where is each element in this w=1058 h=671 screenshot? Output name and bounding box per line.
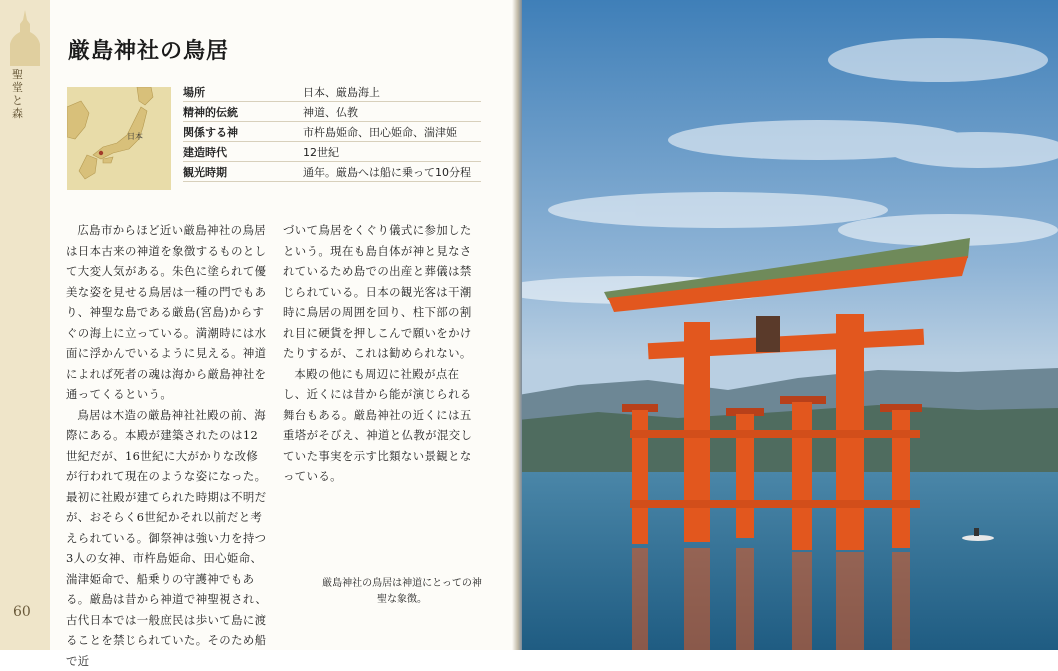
- fact-label: 場所: [183, 84, 303, 100]
- body-paragraph: 本殿の他にも周辺に社殿が点在し、近くには昔から能が演じられる舞台もある。厳島神社の近くには五重塔がそびえ、神道と仏教が混交していた事実を示す比類ない景観となっている。: [283, 364, 483, 487]
- page-title: 厳島神社の鳥居: [68, 34, 229, 65]
- map-label: 日本: [127, 131, 143, 141]
- book-gutter: [512, 0, 522, 650]
- chapter-band: [0, 0, 50, 650]
- fact-label: 精神的伝統: [183, 104, 303, 120]
- fact-label: 建造時代: [183, 144, 303, 160]
- location-map: [67, 87, 171, 190]
- fact-row: [183, 82, 481, 102]
- body-paragraph: づいて鳥居をくぐり儀式に参加したという。現在も島自体が神と見なされているため島での出産と葬儀は禁じられている。日本の観光客は干潮時に鳥居の周囲を回り、柱下部の割れ目に硬貨を押しこんで願いをかけたりするが、これは勧められない。: [283, 220, 483, 364]
- fact-value: 日本、厳島海上: [303, 84, 481, 100]
- body-paragraph: 鳥居は木造の厳島神社社殿の前、海際にある。本殿が建築されたのは12世紀だが、16世紀に大がかりな改修が行われて現在のような姿になった。最初に社殿が建てられた時期は不明だが、おそらく6世紀かそれ以前だと考えられている。御祭神は強い力を持つ3人の女神、市杵島姫命、田心姫命、湍津姫命で、船乗りの守護神でもある。厳島は昔から神道で神聖視され、古代日本では一般庶民は歩いて島に渡ることを禁じられていた。そのため船で近: [66, 405, 268, 671]
- fact-value: 市杵島姫命、田心姫命、湍津姫: [303, 124, 481, 140]
- page-number: 60: [13, 604, 31, 620]
- hills: [518, 405, 1058, 475]
- body-column-1: [66, 220, 268, 671]
- fact-value: 神道、仏教: [303, 104, 481, 120]
- japan-map-icon: [67, 87, 171, 190]
- fact-value: 12世紀: [303, 144, 481, 160]
- photo-page: [518, 0, 1058, 650]
- torii-photo: [518, 0, 1058, 650]
- fact-row: [183, 162, 481, 182]
- fact-row: [183, 142, 481, 162]
- fact-value: 通年。厳島へは船に乗って10分程: [303, 164, 481, 180]
- sea: [518, 472, 1058, 650]
- fact-label: 観光時期: [183, 164, 303, 180]
- fact-row: [183, 102, 481, 122]
- fact-label: 関係する神: [183, 124, 303, 140]
- fact-row: [183, 122, 481, 142]
- fact-table: [183, 82, 481, 182]
- photo-caption: 厳島神社の鳥居は神道にとっての神聖な象徴。: [322, 576, 482, 608]
- chapter-label: 聖堂と森: [12, 68, 28, 120]
- body-column-2: [283, 220, 483, 487]
- body-paragraph: 広島市からほど近い厳島神社の鳥居は日本古来の神道を象徴するものとして大変人気がある。朱色に塗られて優美な姿を見せる鳥居は一種の門でもあり、神聖な島である厳島(宮島)からすぐの海上に立っている。満潮時には水面に浮かんでいるように見える。神道によれば死者の魂は海から厳島神社を通ってくるという。: [66, 220, 268, 405]
- tower-icon: [6, 10, 44, 66]
- left-page: [0, 0, 518, 650]
